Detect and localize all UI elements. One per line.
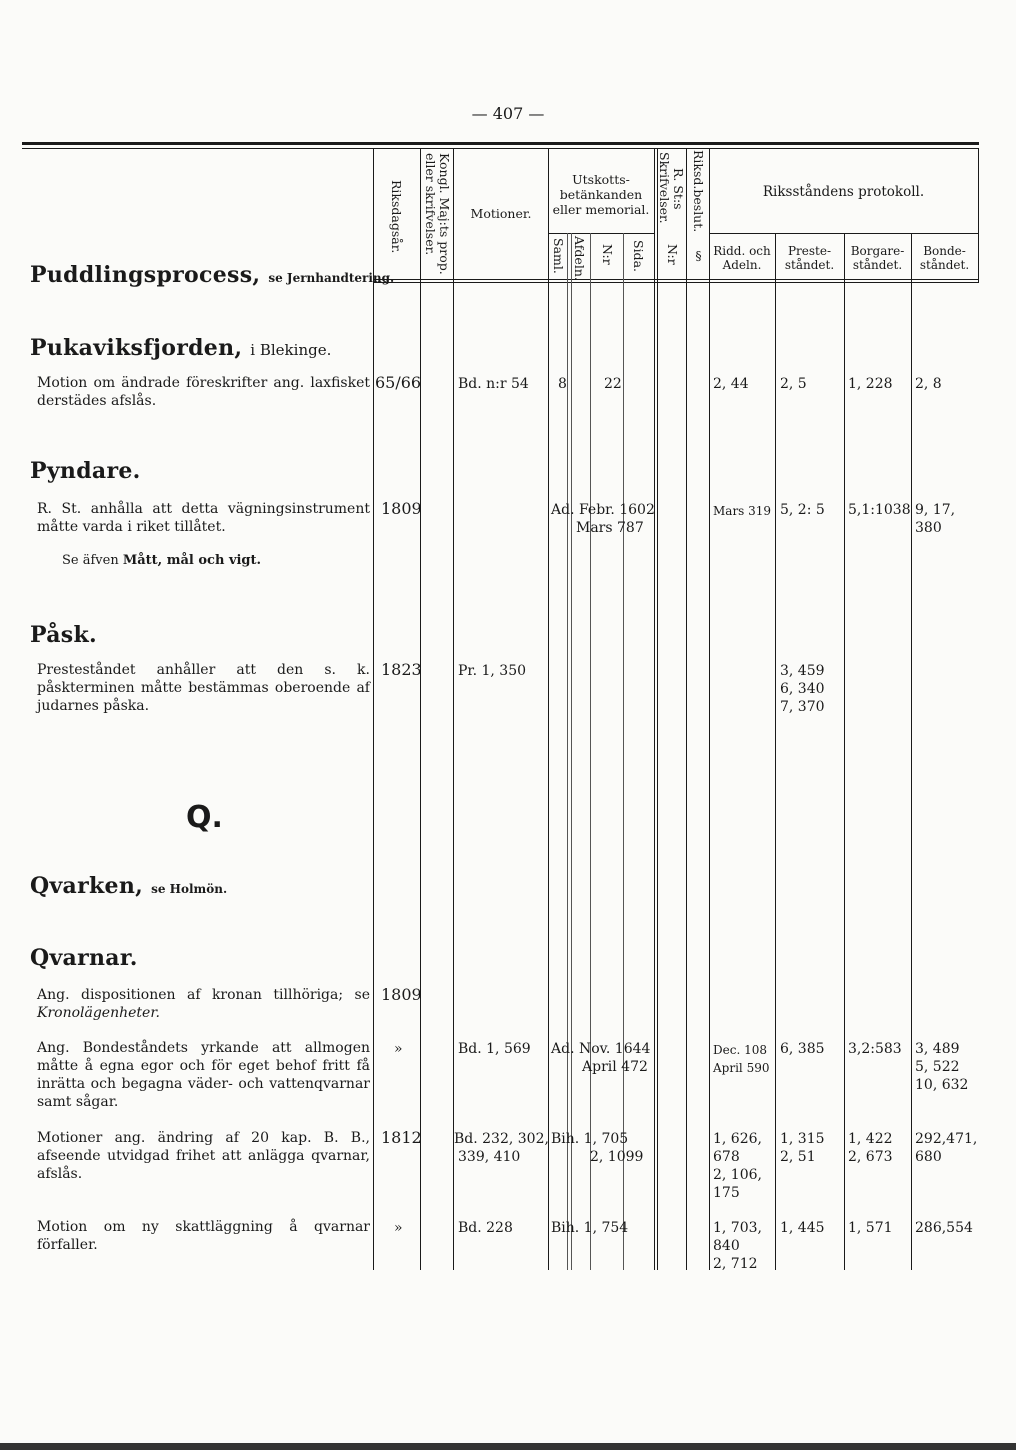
header-protokoll: Riksståndens protokoll. (762, 184, 925, 200)
entry-saml: 8 (558, 376, 567, 392)
heading-puddlingsprocess: Puddlingsprocess, se Jernhandtering. (30, 262, 395, 288)
entry-text: Motioner ang. ändring af 20 kap. B. B., afseende utvidgad frihet att anlägga qvarnar, afslås. (37, 1130, 370, 1182)
entry-bonde: 3, 489 (915, 1041, 960, 1057)
entry-preste: 6, 385 (780, 1041, 825, 1057)
entry-motion: Bd. n:r 54 (458, 376, 529, 392)
col-line (709, 149, 710, 1270)
entry-borgare: 2, 673 (848, 1149, 893, 1165)
heading-qvarken: Qvarken, se Holmön. (30, 873, 228, 899)
entry-year: 1812 (381, 1128, 422, 1147)
header-riksdagsar: Riksdagsår. (389, 180, 404, 254)
header-utskotts-3: eller memorial. (552, 202, 650, 217)
entry-preste: 5, 2: 5 (780, 502, 825, 518)
entry-motion: Bd. 232, 302, (454, 1131, 549, 1147)
col-line (657, 149, 658, 1270)
entry-bonde: 9, 17, (915, 502, 956, 518)
entry-borgare: 1, 571 (848, 1220, 893, 1236)
header-kongl-1: Kongl. Maj:ts prop. (437, 153, 452, 275)
top-rule-thin (22, 148, 979, 149)
col-line (686, 149, 687, 1270)
see-also: Se äfven Mått, mål och vigt. (62, 553, 262, 568)
entry-bonde: 292,471, (915, 1131, 978, 1147)
heading-subtitle: i Blekinge. (250, 341, 332, 359)
entry-bonde: 10, 632 (915, 1077, 969, 1093)
entry-borgare: 1, 228 (848, 376, 893, 392)
see-also-ref: Mått, mål och vigt. (122, 553, 262, 568)
entry-preste: 7, 370 (780, 699, 825, 715)
entry-utskott: Ad. Nov. 1644 (551, 1041, 651, 1057)
entry-ridd: 2, 44 (713, 376, 749, 392)
entry-preste: 1, 315 (780, 1131, 825, 1147)
header-rst-nr: N:r (665, 244, 680, 265)
entry-borgare: 5,1:1038 (848, 502, 911, 518)
entry-preste: 1, 445 (780, 1220, 825, 1236)
header-utskotts-1: Utskotts- (572, 172, 630, 187)
col-line-thin (571, 233, 572, 1270)
entry-ridd: 1, 703, (713, 1220, 762, 1236)
col-line (453, 149, 454, 1270)
entry-text: Presteståndet anhåller att den s. k. påskterminen måtte bestämmas oberoende af judarnes påska. (37, 662, 370, 714)
col-line (548, 149, 549, 1270)
header-rst-1: R. St:s (671, 168, 686, 210)
cross-reference: se Jernhandtering. (268, 271, 395, 285)
col-line-thin (623, 233, 624, 1270)
heading-pask: Påsk. (30, 622, 97, 648)
entry-borgare: 3,2:583 (848, 1041, 902, 1057)
header-kongl-2: eller skrifvelser. (423, 153, 438, 256)
header-ridd-2: Adeln. (722, 258, 762, 272)
header-bottom-rule-2 (373, 282, 979, 283)
header-riksd-sign: § (691, 248, 706, 263)
header-borgare-2: ståndet. (852, 258, 903, 272)
section-letter-q: Q. (186, 800, 223, 835)
header-bonde-1: Bonde- (923, 244, 966, 258)
entry-utskott: Bih. 1, 705 (551, 1131, 629, 1147)
header-bonde-2: ståndet. (919, 258, 970, 272)
cross-reference: Kronolägenheter. (37, 1005, 160, 1021)
entry-year: 65/66 (375, 373, 422, 392)
entry-year: » (394, 1041, 403, 1057)
entry-utskott: Mars 787 (576, 520, 644, 536)
col-line (844, 233, 845, 1270)
entry-text: Ang. dispositionen af kronan tillhöriga; se Kronolägenheter. (37, 987, 370, 1021)
top-rule-thick (22, 142, 979, 145)
entry-text: Motion om ändrade föreskrifter ang. laxfisket derstädes afslås. (37, 375, 370, 409)
entry-ridd: 840 (713, 1238, 740, 1254)
entry-text: Motion om ny skattläggning å qvarnar förfaller. (37, 1219, 370, 1253)
col-line (420, 149, 421, 1270)
entry-ridd: April 590 (713, 1061, 770, 1075)
col-line (373, 149, 374, 1270)
entry-year: » (394, 1220, 403, 1236)
entry-text: R. St. anhålla att detta vägningsinstrument måtte varda i riket tillåtet. (37, 501, 370, 535)
entry-preste: 2, 5 (780, 376, 807, 392)
entry-ridd: 2, 106, (713, 1167, 762, 1183)
entry-ridd: 1, 626, (713, 1131, 762, 1147)
header-bottom-rule (373, 279, 979, 280)
header-saml: Saml. (551, 238, 566, 274)
entry-bonde: 5, 522 (915, 1059, 960, 1075)
entry-text: Ang. Bondeståndets yrkande att allmogen måtte å egna egor och för eget behof fritt få inrätta och begagna väder- och vattenqvarnar samt sågar. (37, 1040, 370, 1110)
entry-year: 1809 (381, 985, 422, 1004)
heading-pyndare: Pyndare. (30, 458, 141, 484)
header-sida: Sida. (631, 240, 646, 272)
header-ridd-1: Ridd. och (713, 244, 771, 258)
utskotts-subrule (548, 233, 654, 234)
header-motioner: Motioner. (470, 206, 532, 221)
col-line (654, 149, 655, 1270)
entry-preste: 6, 340 (780, 681, 825, 697)
heading-pukaviksfjorden: Pukaviksfjorden, i Blekinge. (30, 335, 332, 361)
header-rst-2: Skrifvelser. (657, 152, 672, 224)
col-line (911, 233, 912, 1270)
col-line-thin (567, 233, 568, 1270)
page-number: — 407 — (471, 104, 545, 123)
entry-motion: Bd. 1, 569 (458, 1041, 531, 1057)
entry-bonde: 2, 8 (915, 376, 942, 392)
entry-ridd: Dec. 108 (713, 1043, 767, 1057)
entry-year: 1809 (381, 499, 422, 518)
header-borgare-1: Borgare- (850, 244, 905, 258)
col-line (775, 233, 776, 1270)
entry-utskott: Ad. Febr. 1602 (551, 502, 655, 518)
entry-ridd: Mars 319 (713, 504, 772, 518)
cross-reference: se Holmön. (151, 882, 228, 896)
entry-ridd: 2, 712 (713, 1256, 758, 1272)
bottom-scan-edge (0, 1443, 1016, 1450)
col-line (978, 149, 979, 283)
entry-borgare: 1, 422 (848, 1131, 893, 1147)
entry-ridd: 175 (713, 1185, 740, 1201)
heading-qvarnar: Qvarnar. (30, 945, 138, 971)
entry-motion: 339, 410 (458, 1149, 521, 1165)
entry-motion: Pr. 1, 350 (458, 663, 527, 679)
entry-ridd: 678 (713, 1149, 740, 1165)
entry-bonde: 286,554 (915, 1220, 973, 1236)
entry-bonde: 680 (915, 1149, 942, 1165)
entry-nr: 22 (604, 376, 622, 392)
header-preste-1: Preste- (787, 244, 832, 258)
header-riksd-beslut: Riksd.beslut. (691, 150, 706, 233)
col-line-thin (590, 233, 591, 1270)
header-afdeln: Afdeln. (572, 236, 587, 281)
entry-utskott: 2, 1099 (590, 1149, 644, 1165)
entry-year: 1823 (381, 660, 422, 679)
entry-utskott: Bih. 1, 754 (551, 1220, 629, 1236)
header-nr: N:r (600, 244, 615, 265)
header-preste-2: ståndet. (784, 258, 835, 272)
header-utskotts-2: betänkanden (559, 187, 643, 202)
entry-preste: 3, 459 (780, 663, 825, 679)
entry-motion: Bd. 228 (458, 1220, 513, 1236)
entry-bonde: 380 (915, 520, 942, 536)
entry-utskott: April 472 (582, 1059, 648, 1075)
entry-preste: 2, 51 (780, 1149, 816, 1165)
